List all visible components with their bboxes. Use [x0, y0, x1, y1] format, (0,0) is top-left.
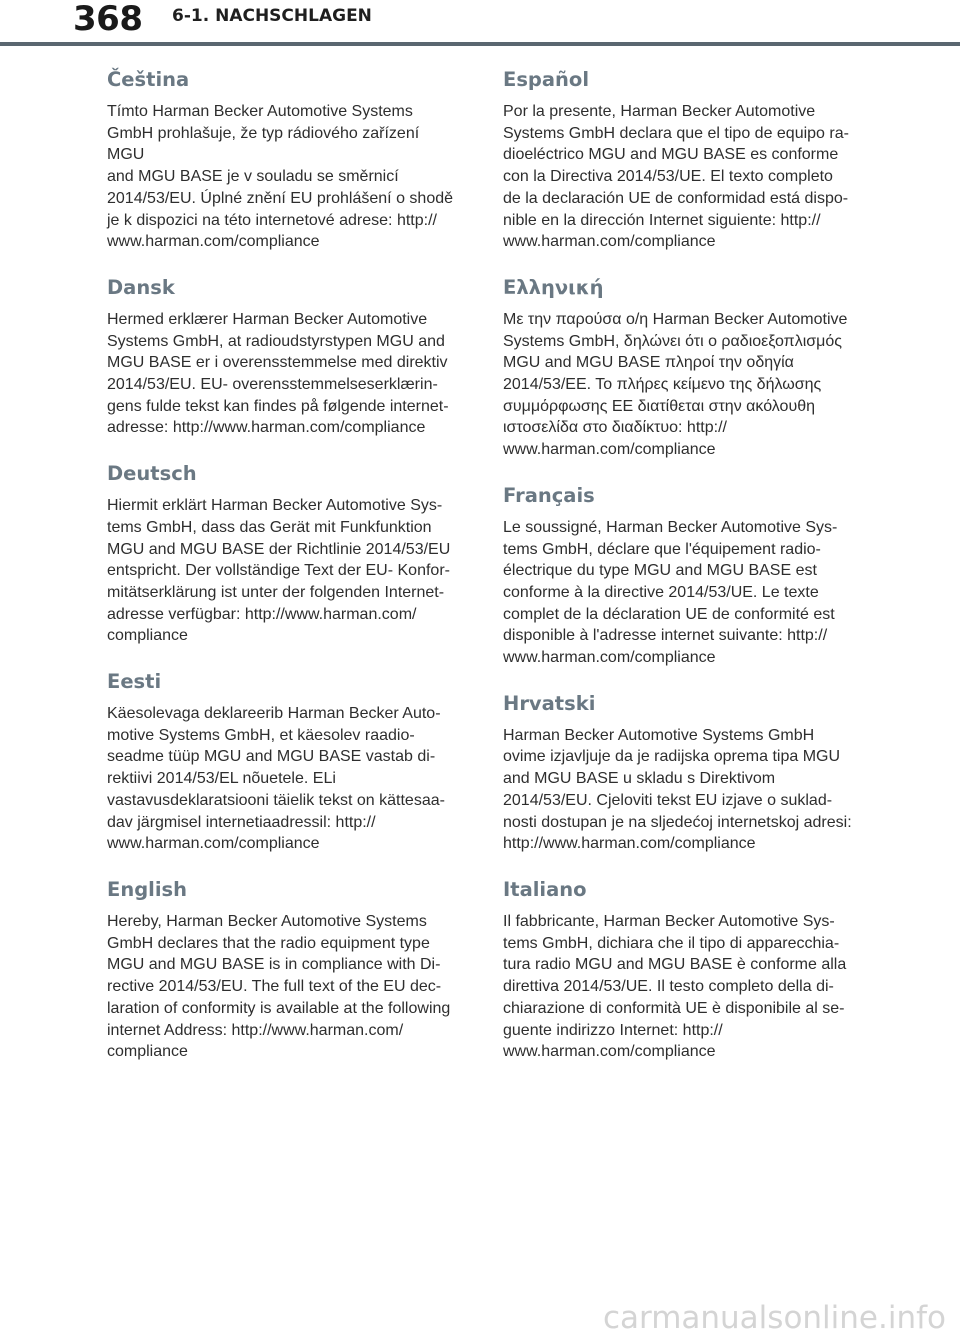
header-divider [0, 42, 960, 46]
language-section-ellinika [503, 274, 853, 461]
section-heading: Français [503, 483, 595, 507]
language-section-francais [503, 482, 853, 669]
section-heading: Hrvatski [503, 691, 596, 715]
right-column [503, 66, 853, 1084]
language-section-deutsch [107, 460, 457, 647]
language-section-english [107, 876, 457, 1063]
section-heading: Eesti [107, 670, 162, 694]
section-text: Käesolevaga deklareerib Harman Becker Auto- motive Systems GmbH, et käesolev raadio- seadme tüüp MGU and MGU BASE vastab di- rektiivi 2014/53/EL nõuetele. ELi vastavusdeklaratsiooni täielik tekst on kättesaa- dav järgmisel internetiaadressil: http:// www.harman.com/compliance [107, 705, 445, 853]
section-text: Por la presente, Harman Becker Automotive Systems GmbH declara que el tipo de equipo ra- dioeléctrico MGU and MGU BASE es conforme con la Directiva 2014/53/UE. El texto completo de la declaración UE de conformidad está dispo- nible en la dirección Internet siguiente: http:// www.harman.com/compliance [503, 103, 849, 251]
language-section-espanol [503, 66, 853, 253]
section-text: Tímto Harman Becker Automotive Systems GmbH prohlašuje, že typ rádiového zařízení MGU and MGU BASE je v souladu se směrnicí 2014/53/EU. Úplné znění EU prohlášení o shodě je k dispozici na této internetové adrese: http:// www.harman.com/compliance [107, 103, 454, 251]
section-text: Le soussigné, Harman Becker Automotive Sys- tems GmbH, déclare que l'équipement radio- électrique du type MGU and MGU BASE est conforme à la directive 2014/53/UE. Le texte complet de la déclaration UE de conformité est disponible à l'adresse internet suivante: http:// www.harman.com/compliance [503, 518, 838, 667]
page-number: 368 [73, 0, 143, 39]
section-text: Hereby, Harman Becker Automotive Systems GmbH declares that the radio equipment type MGU and MGU BASE is in compliance with Di- rective 2014/53/EU. The full text of the EU dec- laration of conformity is available at the following internet Address: http://www.harman.com/ compliance [107, 912, 451, 1061]
language-section-cestina [107, 66, 457, 253]
language-section-italiano [503, 876, 853, 1063]
section-text: Hermed erklærer Harman Becker Automotive Systems GmbH, at radioudstyrstypen MGU and MGU BASE er i overensstemmelse med direktiv 2014/53/EU. EU- overensstemmelseserklærin- gens fulde tekst kan findes på følgende internet- adresse: http://www.harman.com/compliance [107, 310, 449, 437]
section-heading: Dansk [107, 275, 175, 299]
section-heading: Čeština [107, 68, 190, 91]
chapter-title: 6-1. NACHSCHLAGEN [172, 6, 372, 26]
watermark: carmanualsonline.info [602, 1300, 946, 1336]
language-section-eesti [107, 668, 457, 855]
section-heading: Ελληνική [503, 275, 604, 299]
page-header [0, 0, 960, 34]
section-heading: Italiano [503, 877, 587, 901]
section-text: Hiermit erklärt Harman Becker Automotive Sys- tems GmbH, dass das Gerät mit Funkfunktion MGU and MGU BASE der Richtlinie 2014/53/EU entspricht. Der vollständige Text der EU- Konfor- mitätserklärung ist unter der folgenden Internet- adresse verfügbar: http://www.harman.com/ compliance [107, 497, 451, 645]
section-text: Με την παρούσα ο/η Harman Becker Automotive Systems GmbH, δηλώνει ότι ο ραδιοεξοπλισμός MGU and MGU BASE πληροί την οδηγία 2014/53/ΕΕ. Το πλήρες κείμενο της δήλωσης συμμόρφωσης ΕΕ διατίθεται στην ακόλουθη ιστοσελίδα στο διαδίκτυο: http:// www.harman.com/compliance [503, 310, 848, 459]
section-heading: English [107, 877, 188, 901]
language-section-dansk [107, 274, 457, 439]
section-heading: Español [503, 68, 590, 91]
section-text: Il fabbricante, Harman Becker Automotive Sys- tems GmbH, dichiara che il tipo di apparecchia- tura radio MGU and MGU BASE è conforme alla direttiva 2014/53/UE. Il testo completo della di- chiarazione di conformità UE è disponibile al se- guente indirizzo Internet: http:// www.harman.com/compliance [503, 912, 847, 1061]
section-heading: Deutsch [107, 462, 197, 486]
language-section-hrvatski [503, 690, 853, 855]
section-text: Harman Becker Automotive Systems GmbH ovime izjavljuje da je radijska oprema tipa MGU and MGU BASE u skladu s Direktivom 2014/53/EU. Cjeloviti tekst EU izjave o suklad- nosti dostupan je na sljedećoj internetskoj adresi: http://www.harman.com/compliance [503, 726, 852, 853]
left-column [107, 66, 457, 1084]
